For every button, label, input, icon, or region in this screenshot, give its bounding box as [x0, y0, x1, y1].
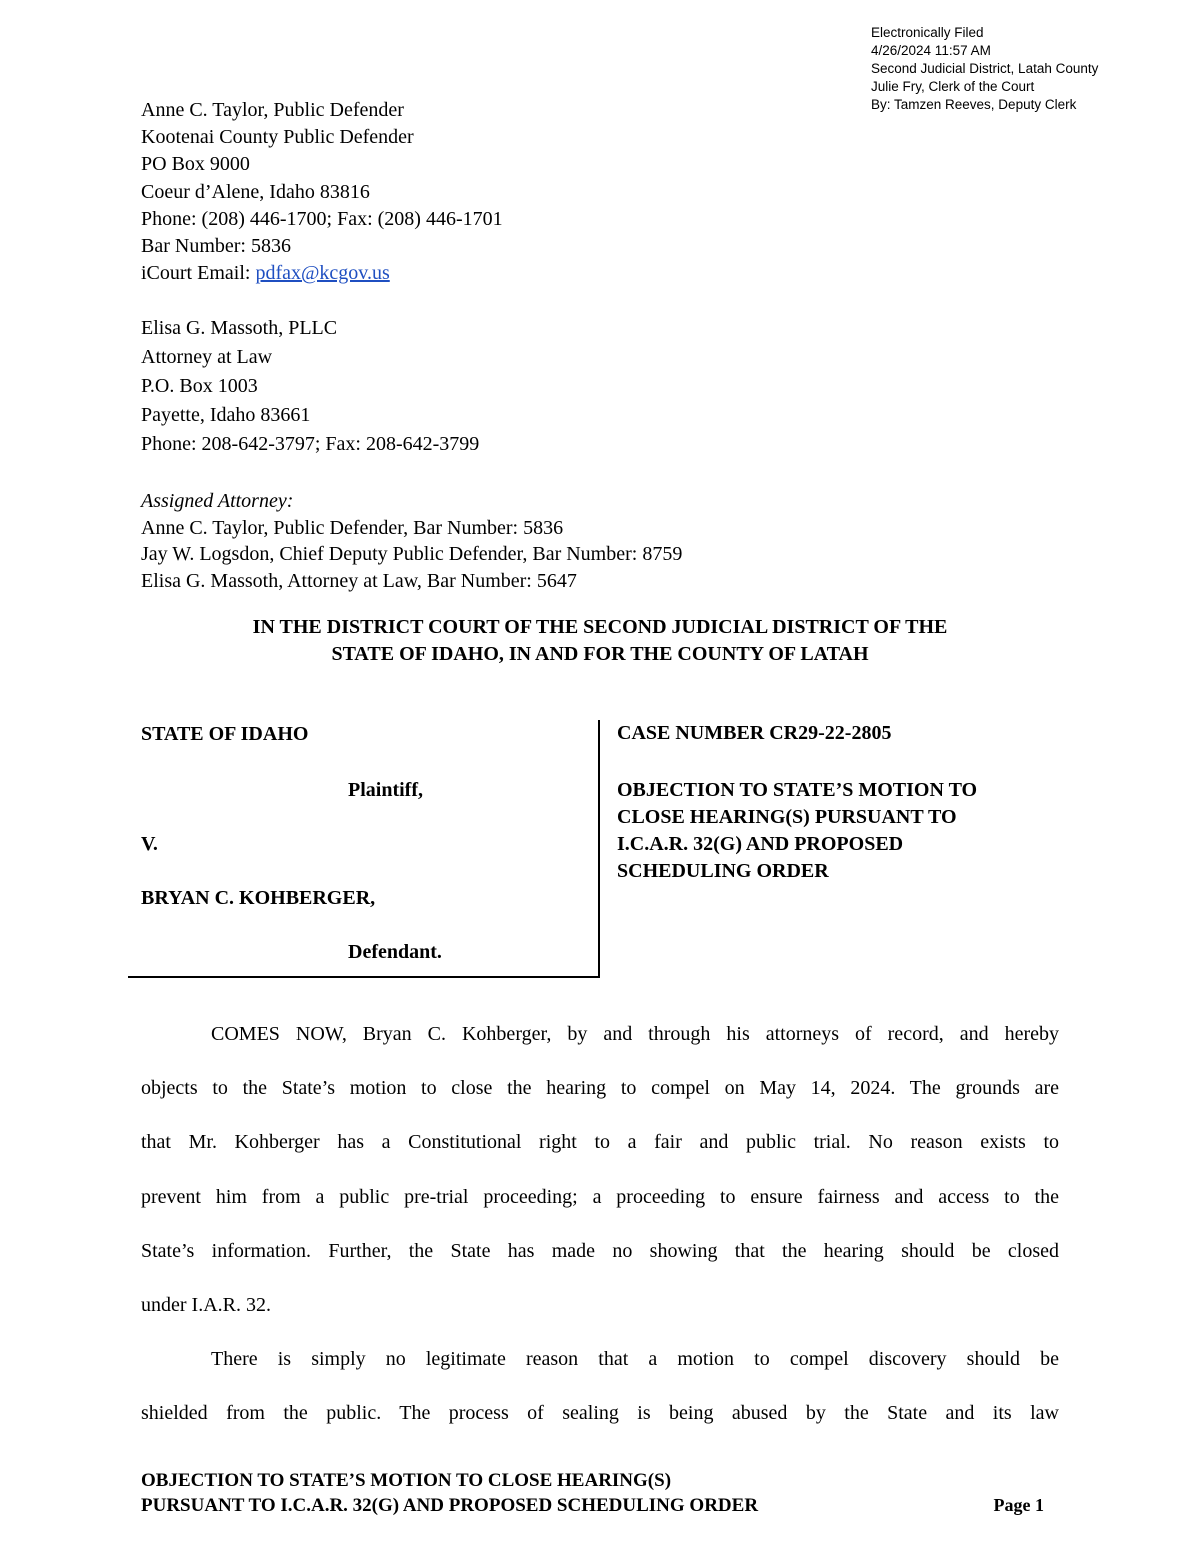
counsel-block-massoth	[141, 314, 479, 459]
assigned-attorneys	[141, 488, 682, 595]
counsel-city: Coeur d’Alene, Idaho 83816	[141, 180, 370, 203]
stamp-line: Julie Fry, Clerk of the Court	[871, 79, 1035, 94]
paragraph-2	[141, 1332, 1059, 1440]
court-heading	[100, 614, 1100, 668]
case-number: CASE NUMBER CR29-22-2805	[617, 722, 892, 744]
body-line: There is simply no legitimate reason that a motion to compel discovery should be	[211, 1348, 1059, 1371]
stamp-line: Second Judicial District, Latah County	[871, 61, 1099, 76]
email-link[interactable]: pdfax@kcgov.us	[255, 262, 390, 285]
counsel-office: Kootenai County Public Defender	[141, 126, 414, 149]
assigned-attorney: Anne C. Taylor, Public Defender, Bar Number: 5836	[141, 516, 564, 539]
footer-title-line: OBJECTION TO STATE’S MOTION TO CLOSE HEARING(S)	[141, 1470, 672, 1491]
document-title-line: SCHEDULING ORDER	[617, 860, 829, 882]
counsel-block-public-defender	[141, 97, 503, 287]
counsel-title: Attorney at Law	[141, 346, 273, 368]
body-line: COMES NOW, Bryan C. Kohberger, by and through his attorneys of record, and hereby	[211, 1023, 1059, 1045]
document-body	[141, 1007, 1059, 1441]
case-caption-parties	[128, 720, 600, 978]
stamp-line: Electronically Filed	[871, 25, 984, 40]
filing-stamp	[871, 24, 1098, 114]
court-heading-line: IN THE DISTRICT COURT OF THE SECOND JUDICIAL DISTRICT OF THE	[252, 616, 948, 638]
stamp-line: By: Tamzen Reeves, Deputy Clerk	[871, 97, 1077, 112]
counsel-name: Elisa G. Massoth, PLLC	[141, 317, 338, 339]
plaintiff-role: Plaintiff,	[348, 779, 423, 801]
defendant-name: BRYAN C. KOHBERGER,	[141, 887, 376, 909]
body-line: that Mr. Kohberger has a Constitutional right to a fair and public trial. No reason exists to	[141, 1131, 1059, 1154]
counsel-phone: Phone: (208) 446-1700; Fax: (208) 446-1701	[141, 207, 503, 230]
defendant-role: Defendant.	[348, 941, 442, 963]
document-title-line: OBJECTION TO STATE’S MOTION TO	[617, 779, 978, 801]
counsel-po-box: P.O. Box 1003	[141, 375, 258, 397]
paragraph-1	[141, 1007, 1059, 1332]
assigned-heading: Assigned Attorney:	[141, 490, 294, 512]
court-heading-line: STATE OF IDAHO, IN AND FOR THE COUNTY OF LATAH	[331, 643, 869, 665]
assigned-attorney: Jay W. Logsdon, Chief Deputy Public Defender, Bar Number: 8759	[141, 543, 683, 566]
page-footer	[141, 1468, 1044, 1518]
body-line: objects to the State’s motion to close the hearing to compel on May 14, 2024. The grounds are	[141, 1077, 1059, 1100]
counsel-po-box: PO Box 9000	[141, 153, 250, 176]
body-line: shielded from the public. The process of sealing is being abused by the State and its law	[141, 1402, 1059, 1425]
email-label: iCourt Email:	[141, 262, 256, 285]
plaintiff-name: STATE OF IDAHO	[141, 723, 309, 745]
body-line: State’s information. Further, the State has made no showing that the hearing should be closed	[141, 1239, 1059, 1262]
stamp-line: 4/26/2024 11:57 AM	[871, 43, 991, 58]
document-title	[617, 777, 1087, 885]
counsel-email-line	[141, 260, 503, 287]
document-title-line: I.C.A.R. 32(G) AND PROPOSED	[617, 833, 904, 855]
assigned-attorney: Elisa G. Massoth, Attorney at Law, Bar Number: 5647	[141, 570, 577, 593]
document-title-line: CLOSE HEARING(S) PURSUANT TO	[617, 806, 957, 828]
counsel-bar: Bar Number: 5836	[141, 235, 291, 258]
counsel-phone: Phone: 208-642-3797; Fax: 208-642-3799	[141, 433, 480, 455]
counsel-name: Anne C. Taylor, Public Defender	[141, 99, 404, 121]
body-line: under I.A.R. 32.	[141, 1294, 271, 1317]
body-line: prevent him from a public pre-trial proceeding; a proceeding to ensure fairness and access to the	[141, 1185, 1059, 1208]
counsel-city: Payette, Idaho 83661	[141, 404, 311, 426]
footer-title-line: PURSUANT TO I.C.A.R. 32(G) AND PROPOSED SCHEDULING ORDER	[141, 1495, 759, 1516]
page-number: Page 1	[993, 1495, 1044, 1515]
versus-label: V.	[141, 833, 158, 855]
